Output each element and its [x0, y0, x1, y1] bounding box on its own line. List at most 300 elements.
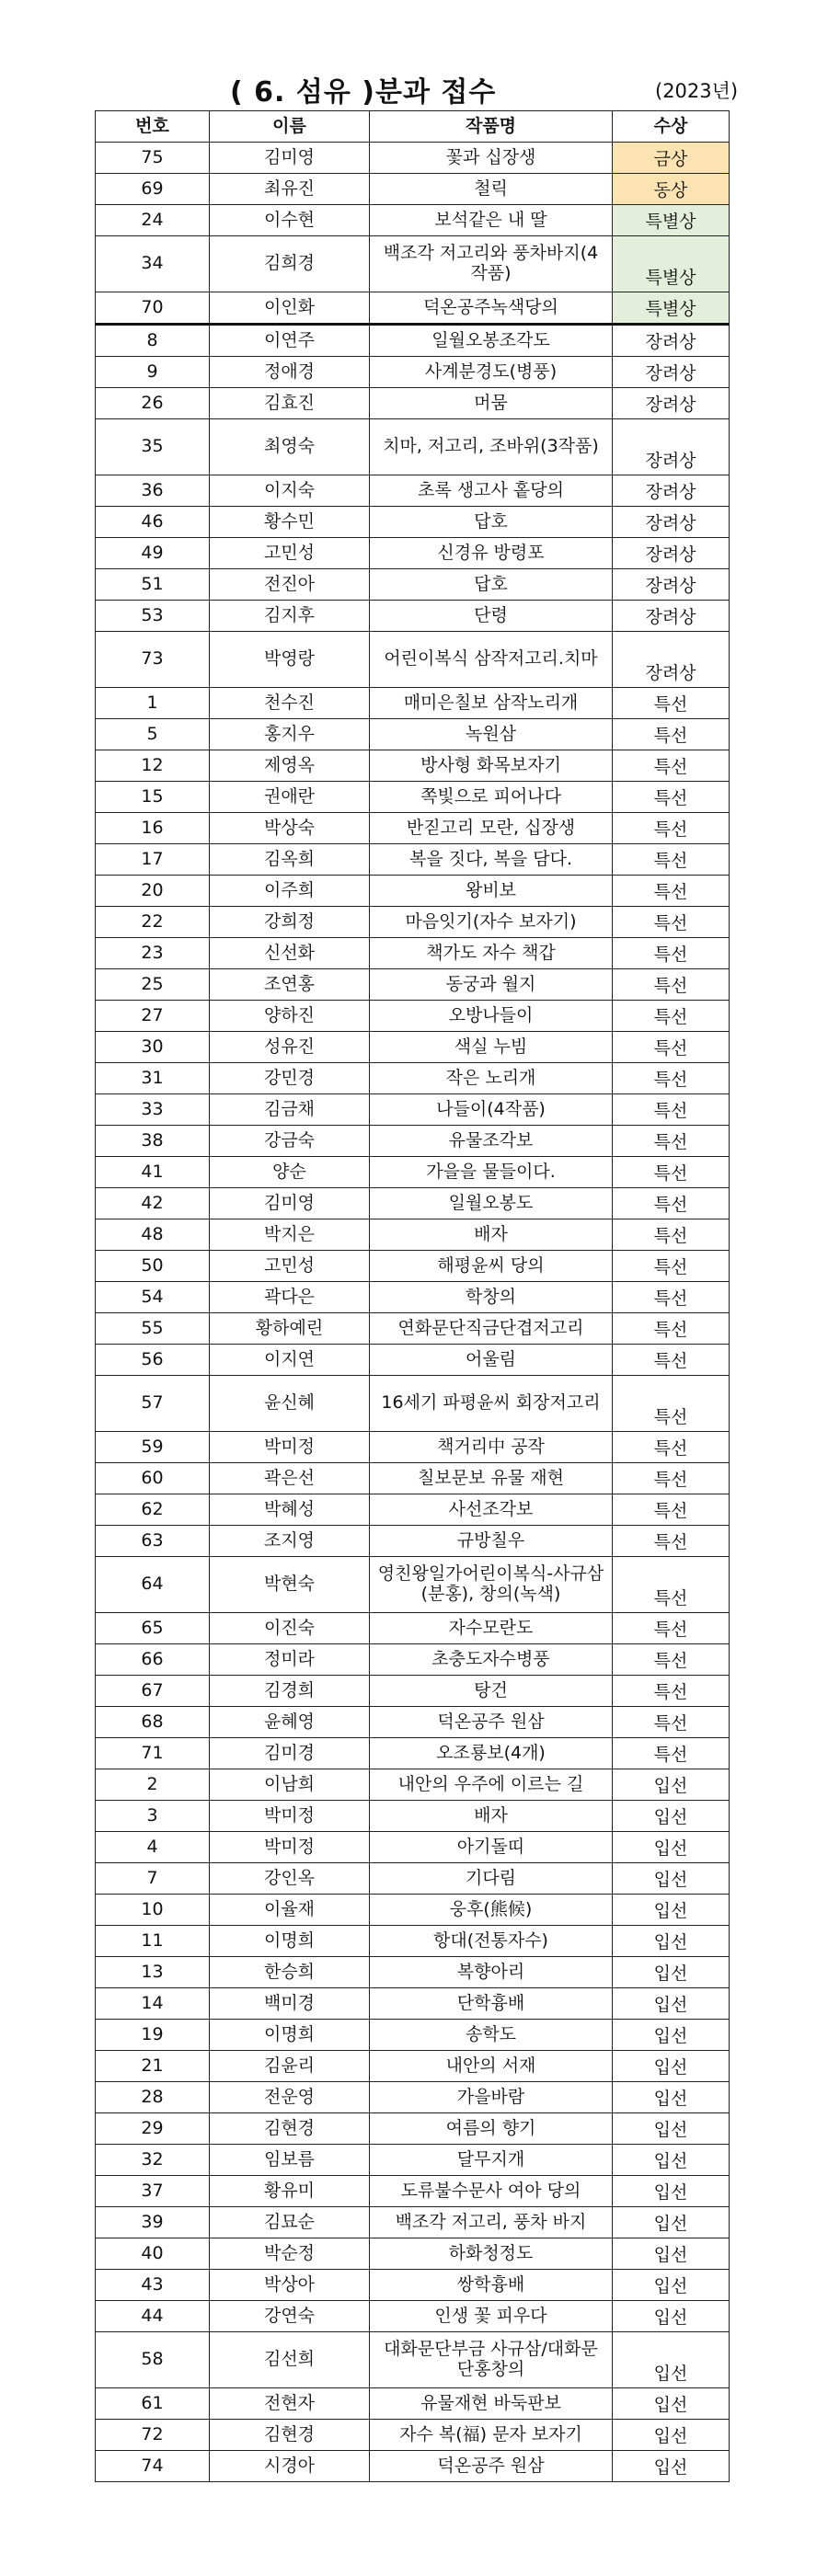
cell-number: 69 — [96, 174, 210, 205]
table-row — [96, 143, 730, 174]
cell-work-title: 송학도 — [370, 2020, 613, 2051]
cell-number: 46 — [96, 507, 210, 538]
cell-award: 특선 — [613, 1526, 730, 1557]
table-row — [96, 1926, 730, 1957]
cell-work-title: 복을 짓다, 복을 담다. — [370, 844, 613, 876]
cell-name: 김현경 — [210, 2113, 370, 2145]
table-row — [96, 2332, 730, 2388]
column-header-name: 이름 — [210, 111, 370, 143]
cell-name: 이진숙 — [210, 1613, 370, 1644]
cell-name: 천수진 — [210, 688, 370, 719]
table-row — [96, 2270, 730, 2301]
cell-name: 김선희 — [210, 2332, 370, 2388]
cell-award: 특선 — [613, 1644, 730, 1676]
cell-number: 40 — [96, 2238, 210, 2270]
cell-award: 특선 — [613, 907, 730, 938]
table-row — [96, 1432, 730, 1463]
cell-number: 62 — [96, 1494, 210, 1526]
cell-number: 53 — [96, 601, 210, 632]
cell-award: 특선 — [613, 1094, 730, 1126]
cell-work-title: 왕비보 — [370, 876, 613, 907]
cell-work-title: 유물조각보 — [370, 1126, 613, 1157]
cell-award: 입선 — [613, 1863, 730, 1895]
cell-name: 이율재 — [210, 1895, 370, 1926]
table-row — [96, 844, 730, 876]
cell-award: 특선 — [613, 1432, 730, 1463]
table-row — [96, 507, 730, 538]
cell-award: 입선 — [613, 1769, 730, 1801]
cell-name: 이명희 — [210, 2020, 370, 2051]
cell-number: 73 — [96, 632, 210, 688]
cell-work-title: 덕온공주 원삼 — [370, 1707, 613, 1738]
table-row — [96, 2301, 730, 2332]
cell-work-title: 나들이(4작품) — [370, 1094, 613, 1126]
cell-number: 33 — [96, 1094, 210, 1126]
cell-name: 성유진 — [210, 1032, 370, 1063]
cell-name: 홍지우 — [210, 719, 370, 750]
cell-number: 8 — [96, 325, 210, 357]
cell-number: 49 — [96, 538, 210, 569]
table-row — [96, 1801, 730, 1832]
table-row — [96, 2207, 730, 2238]
cell-number: 56 — [96, 1345, 210, 1376]
table-row — [96, 1676, 730, 1707]
cell-work-title: 아기돌띠 — [370, 1832, 613, 1863]
cell-number: 38 — [96, 1126, 210, 1157]
table-row — [96, 2020, 730, 2051]
cell-number: 4 — [96, 1832, 210, 1863]
cell-name: 황하예린 — [210, 1313, 370, 1345]
table-row — [96, 1644, 730, 1676]
cell-number: 25 — [96, 969, 210, 1001]
cell-number: 34 — [96, 236, 210, 292]
cell-name: 한승희 — [210, 1957, 370, 1988]
cell-award: 특선 — [613, 1282, 730, 1313]
cell-award: 입선 — [613, 2082, 730, 2113]
cell-award: 특선 — [613, 876, 730, 907]
table-row — [96, 475, 730, 507]
cell-number: 41 — [96, 1157, 210, 1188]
cell-award: 특선 — [613, 1126, 730, 1157]
cell-award: 입선 — [613, 2388, 730, 2420]
cell-name: 조연홍 — [210, 969, 370, 1001]
cell-number: 31 — [96, 1063, 210, 1094]
cell-award: 특선 — [613, 1032, 730, 1063]
cell-work-title: 도류불수문사 여아 당의 — [370, 2176, 613, 2207]
cell-work-title: 달무지개 — [370, 2145, 613, 2176]
cell-name: 백미경 — [210, 1988, 370, 2020]
cell-name: 김미영 — [210, 1188, 370, 1219]
cell-number: 68 — [96, 1707, 210, 1738]
cell-award: 특선 — [613, 1001, 730, 1032]
table-row — [96, 325, 730, 357]
column-header-number: 번호 — [96, 111, 210, 143]
table-row — [96, 1188, 730, 1219]
table-row — [96, 1988, 730, 2020]
cell-name: 박현숙 — [210, 1557, 370, 1613]
cell-work-title: 오방나들이 — [370, 1001, 613, 1032]
cell-award: 특선 — [613, 1707, 730, 1738]
cell-number: 35 — [96, 419, 210, 475]
cell-work-title: 배자 — [370, 1219, 613, 1251]
cell-number: 2 — [96, 1769, 210, 1801]
table-row — [96, 1032, 730, 1063]
column-header-award: 수상 — [613, 111, 730, 143]
cell-name: 양하진 — [210, 1001, 370, 1032]
table-row — [96, 1001, 730, 1032]
cell-work-title: 동궁과 월지 — [370, 969, 613, 1001]
cell-number: 30 — [96, 1032, 210, 1063]
table-row — [96, 750, 730, 782]
cell-name: 이수현 — [210, 205, 370, 236]
cell-name: 전현자 — [210, 2388, 370, 2420]
cell-award: 특선 — [613, 1188, 730, 1219]
cell-award: 특별상 — [613, 236, 730, 292]
cell-work-title: 백조각 저고리, 풍차 바지 — [370, 2207, 613, 2238]
cell-award: 장려상 — [613, 419, 730, 475]
cell-number: 14 — [96, 1988, 210, 2020]
cell-work-title: 책가도 자수 책갑 — [370, 938, 613, 969]
table-row — [96, 2113, 730, 2145]
cell-work-title: 여름의 향기 — [370, 2113, 613, 2145]
cell-work-title: 일월오봉도 — [370, 1188, 613, 1219]
cell-award: 입선 — [613, 1832, 730, 1863]
cell-name: 박미정 — [210, 1432, 370, 1463]
cell-number: 3 — [96, 1801, 210, 1832]
cell-work-title: 방사형 화목보자기 — [370, 750, 613, 782]
cell-name: 박미정 — [210, 1832, 370, 1863]
table-row — [96, 419, 730, 475]
cell-number: 11 — [96, 1926, 210, 1957]
cell-work-title: 녹원삼 — [370, 719, 613, 750]
cell-work-title: 신경유 방령포 — [370, 538, 613, 569]
cell-award: 특선 — [613, 782, 730, 813]
cell-work-title: 보석같은 내 딸 — [370, 205, 613, 236]
cell-award: 장려상 — [613, 325, 730, 357]
table-row — [96, 1313, 730, 1345]
cell-award: 특선 — [613, 1157, 730, 1188]
cell-award: 특선 — [613, 1219, 730, 1251]
table-row — [96, 292, 730, 325]
table-row — [96, 2238, 730, 2270]
cell-number: 26 — [96, 388, 210, 419]
cell-award: 특선 — [613, 750, 730, 782]
table-row — [96, 938, 730, 969]
cell-number: 10 — [96, 1895, 210, 1926]
cell-number: 36 — [96, 475, 210, 507]
cell-work-title: 항대(전통자수) — [370, 1926, 613, 1957]
table-row — [96, 632, 730, 688]
cell-work-title: 어울림 — [370, 1345, 613, 1376]
cell-work-title: 오조룡보(4개) — [370, 1738, 613, 1769]
cell-number: 74 — [96, 2451, 210, 2482]
table-row — [96, 569, 730, 601]
cell-award: 특선 — [613, 1313, 730, 1345]
cell-work-title: 사선조각보 — [370, 1494, 613, 1526]
cell-work-title: 백조각 저고리와 풍차바지(4작품) — [370, 236, 613, 292]
cell-number: 61 — [96, 2388, 210, 2420]
cell-award: 특선 — [613, 1251, 730, 1282]
table-row — [96, 876, 730, 907]
cell-name: 김옥희 — [210, 844, 370, 876]
cell-name: 곽다은 — [210, 1282, 370, 1313]
cell-name: 최유진 — [210, 174, 370, 205]
cell-name: 김금채 — [210, 1094, 370, 1126]
cell-name: 박미정 — [210, 1801, 370, 1832]
cell-name: 강인옥 — [210, 1863, 370, 1895]
cell-name: 고민성 — [210, 1251, 370, 1282]
cell-work-title: 답호 — [370, 569, 613, 601]
cell-award: 특선 — [613, 1376, 730, 1432]
cell-work-title: 가을바람 — [370, 2082, 613, 2113]
cell-number: 1 — [96, 688, 210, 719]
cell-award: 입선 — [613, 1926, 730, 1957]
cell-number: 19 — [96, 2020, 210, 2051]
table-row — [96, 1282, 730, 1313]
cell-name: 윤신혜 — [210, 1376, 370, 1432]
cell-name: 김윤리 — [210, 2051, 370, 2082]
cell-work-title: 규방칠우 — [370, 1526, 613, 1557]
cell-work-title: 탕건 — [370, 1676, 613, 1707]
cell-work-title: 일월오봉조각도 — [370, 325, 613, 357]
cell-number: 64 — [96, 1557, 210, 1613]
cell-number: 28 — [96, 2082, 210, 2113]
table-row — [96, 1895, 730, 1926]
table-row — [96, 1219, 730, 1251]
cell-award: 특선 — [613, 1613, 730, 1644]
table-row — [96, 1769, 730, 1801]
cell-award: 특선 — [613, 1557, 730, 1613]
cell-work-title: 매미은칠보 삼작노리개 — [370, 688, 613, 719]
table-row — [96, 1494, 730, 1526]
cell-award: 입선 — [613, 2270, 730, 2301]
cell-work-title: 기다림 — [370, 1863, 613, 1895]
table-row — [96, 1557, 730, 1613]
cell-award: 금상 — [613, 143, 730, 174]
cell-work-title: 쌍학흉배 — [370, 2270, 613, 2301]
cell-work-title: 철릭 — [370, 174, 613, 205]
cell-name: 권애란 — [210, 782, 370, 813]
cell-work-title: 하화청정도 — [370, 2238, 613, 2270]
cell-award: 특별상 — [613, 292, 730, 325]
cell-award: 입선 — [613, 2207, 730, 2238]
cell-name: 곽은선 — [210, 1463, 370, 1494]
cell-work-title: 16세기 파평윤씨 회장저고리 — [370, 1376, 613, 1432]
cell-number: 15 — [96, 782, 210, 813]
table-row — [96, 1157, 730, 1188]
cell-work-title: 칠보문보 유물 재현 — [370, 1463, 613, 1494]
cell-award: 특별상 — [613, 205, 730, 236]
table-row — [96, 719, 730, 750]
cell-number: 7 — [96, 1863, 210, 1895]
cell-name: 황유미 — [210, 2176, 370, 2207]
cell-name: 강희정 — [210, 907, 370, 938]
cell-number: 55 — [96, 1313, 210, 1345]
cell-work-title: 책거리中 공작 — [370, 1432, 613, 1463]
cell-name: 임보름 — [210, 2145, 370, 2176]
cell-number: 24 — [96, 205, 210, 236]
table-row — [96, 2388, 730, 2420]
cell-name: 정애경 — [210, 357, 370, 388]
cell-name: 김지후 — [210, 601, 370, 632]
cell-award: 입선 — [613, 2020, 730, 2051]
cell-award: 특선 — [613, 1494, 730, 1526]
cell-name: 이주희 — [210, 876, 370, 907]
table-row — [96, 1063, 730, 1094]
table-row — [96, 205, 730, 236]
cell-name: 황수민 — [210, 507, 370, 538]
cell-number: 44 — [96, 2301, 210, 2332]
column-header-work: 작품명 — [370, 111, 613, 143]
table-row — [96, 782, 730, 813]
cell-name: 이명희 — [210, 1926, 370, 1957]
cell-award: 입선 — [613, 2051, 730, 2082]
cell-name: 이남희 — [210, 1769, 370, 1801]
cell-work-title: 머뭄 — [370, 388, 613, 419]
cell-work-title: 대화문단부금 사규삼/대화문단홍창의 — [370, 2332, 613, 2388]
table-row — [96, 388, 730, 419]
cell-work-title: 영친왕일가어린이복식-사규삼(분홍), 창의(녹색) — [370, 1557, 613, 1613]
table-row — [96, 907, 730, 938]
cell-name: 김미경 — [210, 1738, 370, 1769]
cell-award: 입선 — [613, 2113, 730, 2145]
table-row — [96, 174, 730, 205]
cell-name: 박혜성 — [210, 1494, 370, 1526]
cell-number: 9 — [96, 357, 210, 388]
cell-name: 김희경 — [210, 236, 370, 292]
cell-work-title: 단령 — [370, 601, 613, 632]
cell-number: 27 — [96, 1001, 210, 1032]
cell-award: 장려상 — [613, 357, 730, 388]
table-row — [96, 1251, 730, 1282]
table-header-row — [96, 111, 730, 143]
cell-name: 전운영 — [210, 2082, 370, 2113]
document-header — [0, 0, 828, 110]
cell-name: 최영숙 — [210, 419, 370, 475]
cell-name: 박영랑 — [210, 632, 370, 688]
cell-work-title: 쪽빛으로 피어나다 — [370, 782, 613, 813]
cell-work-title: 색실 누빔 — [370, 1032, 613, 1063]
cell-award: 입선 — [613, 1895, 730, 1926]
cell-name: 김미영 — [210, 143, 370, 174]
cell-name: 강연숙 — [210, 2301, 370, 2332]
cell-work-title: 덕온공주녹색당의 — [370, 292, 613, 325]
cell-name: 양순 — [210, 1157, 370, 1188]
cell-number: 65 — [96, 1613, 210, 1644]
cell-work-title: 복향아리 — [370, 1957, 613, 1988]
cell-name: 박상숙 — [210, 813, 370, 844]
cell-award: 입선 — [613, 2451, 730, 2482]
cell-award: 입선 — [613, 2420, 730, 2451]
cell-award: 입선 — [613, 2301, 730, 2332]
cell-award: 장려상 — [613, 507, 730, 538]
cell-name: 박지은 — [210, 1219, 370, 1251]
cell-work-title: 덕온공주 원삼 — [370, 2451, 613, 2482]
cell-work-title: 웅후(熊候) — [370, 1895, 613, 1926]
cell-name: 조지영 — [210, 1526, 370, 1557]
cell-number: 43 — [96, 2270, 210, 2301]
cell-award: 입선 — [613, 1957, 730, 1988]
cell-number: 75 — [96, 143, 210, 174]
cell-number: 23 — [96, 938, 210, 969]
cell-work-title: 자수모란도 — [370, 1613, 613, 1644]
table-row — [96, 1376, 730, 1432]
cell-number: 63 — [96, 1526, 210, 1557]
cell-number: 39 — [96, 2207, 210, 2238]
cell-award: 특선 — [613, 719, 730, 750]
cell-name: 김효진 — [210, 388, 370, 419]
cell-work-title: 연화문단직금단겹저고리 — [370, 1313, 613, 1345]
table-row — [96, 538, 730, 569]
cell-name: 김묘순 — [210, 2207, 370, 2238]
cell-number: 42 — [96, 1188, 210, 1219]
cell-award: 장려상 — [613, 538, 730, 569]
cell-name: 강민경 — [210, 1063, 370, 1094]
cell-award: 특선 — [613, 813, 730, 844]
cell-award: 특선 — [613, 844, 730, 876]
cell-number: 50 — [96, 1251, 210, 1282]
cell-name: 이인화 — [210, 292, 370, 325]
cell-award: 입선 — [613, 2176, 730, 2207]
table-row — [96, 1526, 730, 1557]
cell-award: 특선 — [613, 1676, 730, 1707]
table-row — [96, 601, 730, 632]
cell-number: 13 — [96, 1957, 210, 1988]
cell-name: 강금숙 — [210, 1126, 370, 1157]
cell-number: 20 — [96, 876, 210, 907]
cell-award: 장려상 — [613, 601, 730, 632]
cell-name: 이연주 — [210, 325, 370, 357]
cell-award: 입선 — [613, 2332, 730, 2388]
cell-work-title: 마음잇기(자수 보자기) — [370, 907, 613, 938]
cell-number: 12 — [96, 750, 210, 782]
cell-work-title: 유물재현 바둑판보 — [370, 2388, 613, 2420]
table-row — [96, 1863, 730, 1895]
cell-number: 21 — [96, 2051, 210, 2082]
table-row — [96, 1738, 730, 1769]
cell-work-title: 사계분경도(병풍) — [370, 357, 613, 388]
entries-table — [95, 110, 730, 2482]
table-row — [96, 2082, 730, 2113]
cell-work-title: 배자 — [370, 1801, 613, 1832]
cell-number: 59 — [96, 1432, 210, 1463]
cell-award: 동상 — [613, 174, 730, 205]
cell-number: 60 — [96, 1463, 210, 1494]
cell-name: 윤혜영 — [210, 1707, 370, 1738]
cell-work-title: 초충도자수병풍 — [370, 1644, 613, 1676]
cell-award: 입선 — [613, 2145, 730, 2176]
cell-work-title: 내안의 서재 — [370, 2051, 613, 2082]
cell-work-title: 가을을 물들이다. — [370, 1157, 613, 1188]
cell-name: 시경아 — [210, 2451, 370, 2482]
cell-work-title: 치마, 저고리, 조바위(3작품) — [370, 419, 613, 475]
cell-name: 이지연 — [210, 1345, 370, 1376]
cell-award: 입선 — [613, 1801, 730, 1832]
cell-number: 58 — [96, 2332, 210, 2388]
cell-work-title: 초록 생고사 홑당의 — [370, 475, 613, 507]
cell-name: 김현경 — [210, 2420, 370, 2451]
table-row — [96, 1463, 730, 1494]
cell-work-title: 학창의 — [370, 1282, 613, 1313]
cell-work-title: 자수 복(福) 문자 보자기 — [370, 2420, 613, 2451]
table-row — [96, 2145, 730, 2176]
table-body — [96, 143, 730, 2482]
table-row — [96, 2451, 730, 2482]
cell-work-title: 단학흉배 — [370, 1988, 613, 2020]
cell-number: 57 — [96, 1376, 210, 1432]
cell-work-title: 반짇고리 모란, 십장생 — [370, 813, 613, 844]
cell-number: 17 — [96, 844, 210, 876]
